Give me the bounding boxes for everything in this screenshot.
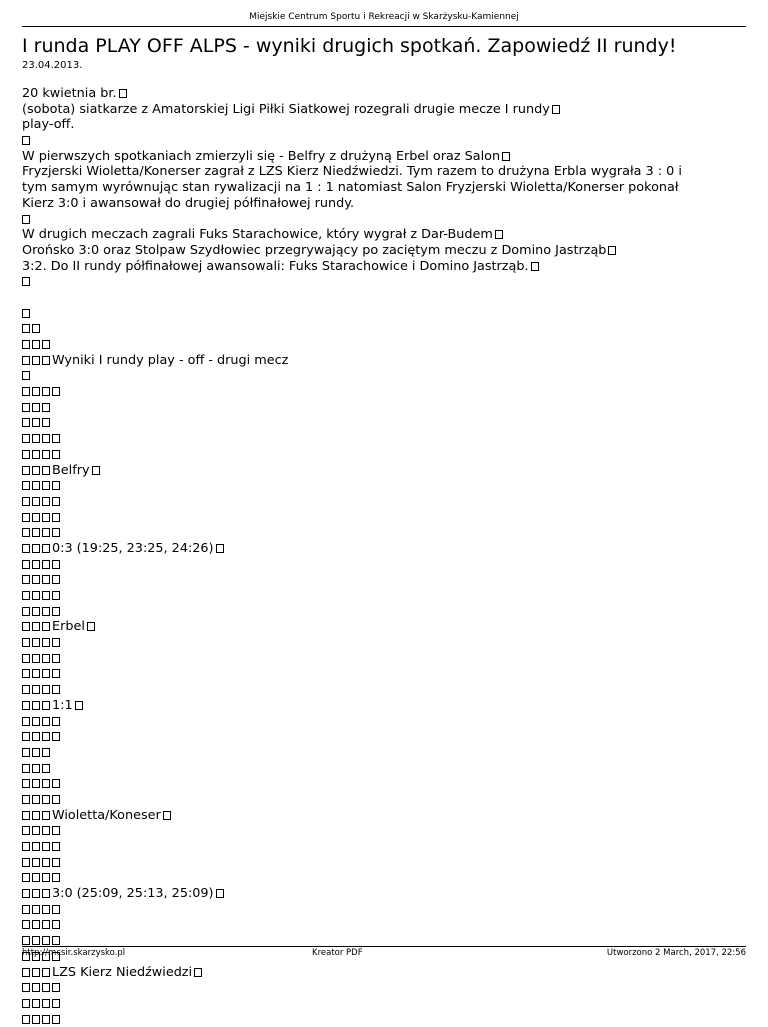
missing-glyph-icon — [22, 858, 30, 867]
missing-glyph-icon — [22, 968, 30, 977]
missing-glyph-icon — [52, 560, 60, 569]
result-text: 3:0 (25:09, 25:13, 25:09) — [52, 886, 214, 902]
missing-glyph-icon — [32, 669, 40, 678]
missing-glyph-icon — [32, 513, 40, 522]
missing-glyph-icon — [42, 826, 50, 835]
missing-glyph-icon — [22, 356, 30, 365]
missing-glyph-icon — [42, 669, 50, 678]
result-text: Wioletta/Koneser — [52, 807, 161, 823]
blank-glyph-line — [22, 870, 752, 886]
blank-glyph-line — [22, 714, 752, 730]
missing-glyph-icon — [42, 418, 50, 427]
missing-glyph-icon — [32, 936, 40, 945]
blank-glyph-line — [22, 682, 752, 698]
blank-glyph-line — [22, 510, 752, 526]
missing-glyph-icon — [42, 999, 50, 1008]
missing-glyph-icon — [22, 889, 30, 898]
missing-glyph-icon — [52, 779, 60, 788]
missing-glyph-icon — [608, 246, 616, 255]
blank-glyph-line — [22, 572, 752, 588]
missing-glyph-icon — [92, 466, 100, 475]
missing-glyph-icon — [32, 434, 40, 443]
blank-line — [22, 290, 752, 306]
paragraph-line — [22, 212, 752, 228]
missing-glyph-icon — [22, 936, 30, 945]
missing-glyph-icon — [42, 842, 50, 851]
result-line — [22, 698, 752, 714]
missing-glyph-icon — [32, 497, 40, 506]
missing-glyph-icon — [52, 497, 60, 506]
missing-glyph-icon — [42, 481, 50, 490]
missing-glyph-icon — [52, 669, 60, 678]
header-divider — [22, 26, 746, 27]
paragraph-line: W drugich meczach zagrali Fuks Starachowice, który wygrał z Dar-Budem — [22, 227, 752, 243]
missing-glyph-icon — [42, 387, 50, 396]
missing-glyph-icon — [22, 764, 30, 773]
missing-glyph-icon — [42, 591, 50, 600]
blank-glyph-line — [22, 792, 752, 808]
blank-glyph-line — [22, 400, 752, 416]
blank-glyph-line — [22, 1012, 752, 1027]
missing-glyph-icon — [22, 434, 30, 443]
missing-glyph-icon — [42, 873, 50, 882]
missing-glyph-icon — [42, 779, 50, 788]
paragraph-line: 20 kwietnia br. — [22, 86, 752, 102]
missing-glyph-icon — [22, 873, 30, 882]
missing-glyph-icon — [32, 999, 40, 1008]
result-text: Erbel — [52, 619, 85, 635]
missing-glyph-icon — [42, 622, 50, 631]
blank-glyph-line — [22, 557, 752, 573]
paragraph-line: Orońsko 3:0 oraz Stolpaw Szydłowiec przegrywający po zaciętym meczu z Domino Jastrząb — [22, 243, 752, 259]
missing-glyph-icon — [531, 262, 539, 271]
blank-glyph-line — [22, 666, 752, 682]
blank-glyph-line — [22, 823, 752, 839]
blank-glyph-line — [22, 902, 752, 918]
missing-glyph-icon — [32, 450, 40, 459]
missing-glyph-icon — [22, 669, 30, 678]
missing-glyph-icon — [32, 654, 40, 663]
missing-glyph-icon — [32, 920, 40, 929]
result-line — [22, 353, 752, 369]
missing-glyph-icon — [22, 340, 30, 349]
missing-glyph-icon — [22, 638, 30, 647]
missing-glyph-icon — [502, 152, 510, 161]
blank-glyph-line — [22, 917, 752, 933]
missing-glyph-icon — [52, 920, 60, 929]
missing-glyph-icon — [32, 795, 40, 804]
missing-glyph-icon — [32, 748, 40, 757]
missing-glyph-icon — [42, 701, 50, 710]
blank-glyph-line — [22, 494, 752, 510]
blank-glyph-line — [22, 761, 752, 777]
result-line — [22, 541, 752, 557]
missing-glyph-icon — [22, 371, 30, 380]
blank-glyph-line — [22, 996, 752, 1012]
blank-glyph-line — [22, 368, 752, 384]
missing-glyph-icon — [22, 999, 30, 1008]
results-table — [22, 306, 752, 1027]
missing-glyph-icon — [42, 450, 50, 459]
missing-glyph-icon — [52, 842, 60, 851]
paragraph-line: 3:2. Do II rundy półfinałowej awansowali: Fuks Starachowice i Domino Jastrząb. — [22, 259, 752, 275]
blank-glyph-line — [22, 525, 752, 541]
missing-glyph-icon — [32, 418, 40, 427]
missing-glyph-icon — [32, 842, 40, 851]
blank-glyph-line — [22, 839, 752, 855]
missing-glyph-icon — [42, 795, 50, 804]
missing-glyph-icon — [32, 858, 40, 867]
missing-glyph-icon — [52, 591, 60, 600]
result-text: 0:3 (19:25, 23:25, 24:26) — [52, 540, 214, 556]
missing-glyph-icon — [22, 826, 30, 835]
missing-glyph-icon — [52, 607, 60, 616]
missing-glyph-icon — [42, 1015, 50, 1024]
missing-glyph-icon — [32, 403, 40, 412]
footer-created: Utworzono 2 March, 2017, 22:56 — [606, 948, 746, 958]
missing-glyph-icon — [32, 701, 40, 710]
missing-glyph-icon — [22, 575, 30, 584]
missing-glyph-icon — [22, 560, 30, 569]
blank-glyph-line — [22, 855, 752, 871]
missing-glyph-icon — [22, 654, 30, 663]
blank-glyph-line — [22, 745, 752, 761]
missing-glyph-icon — [22, 591, 30, 600]
missing-glyph-icon — [216, 544, 224, 553]
missing-glyph-icon — [32, 528, 40, 537]
missing-glyph-icon — [42, 560, 50, 569]
missing-glyph-icon — [32, 591, 40, 600]
missing-glyph-icon — [32, 968, 40, 977]
missing-glyph-icon — [52, 654, 60, 663]
paragraph-line: Kierz 3:0 i awansował do drugiej półfinałowej rundy. — [22, 195, 355, 211]
missing-glyph-icon — [52, 717, 60, 726]
blank-glyph-line — [22, 431, 752, 447]
missing-glyph-icon — [32, 1015, 40, 1024]
article-body — [22, 86, 752, 1027]
missing-glyph-icon — [32, 340, 40, 349]
missing-glyph-icon — [22, 920, 30, 929]
missing-glyph-icon — [32, 905, 40, 914]
missing-glyph-icon — [52, 450, 60, 459]
missing-glyph-icon — [42, 764, 50, 773]
missing-glyph-icon — [22, 905, 30, 914]
missing-glyph-icon — [42, 607, 50, 616]
missing-glyph-icon — [22, 528, 30, 537]
missing-glyph-icon — [32, 607, 40, 616]
missing-glyph-icon — [52, 434, 60, 443]
paragraph-line — [22, 274, 752, 290]
missing-glyph-icon — [22, 418, 30, 427]
blank-glyph-line — [22, 337, 752, 353]
footer-creator: Kreator PDF — [312, 948, 363, 958]
missing-glyph-icon — [32, 685, 40, 694]
missing-glyph-icon — [22, 842, 30, 851]
missing-glyph-icon — [42, 748, 50, 757]
missing-glyph-icon — [22, 497, 30, 506]
missing-glyph-icon — [52, 873, 60, 882]
missing-glyph-icon — [22, 795, 30, 804]
blank-glyph-line — [22, 478, 752, 494]
result-line — [22, 886, 752, 902]
missing-glyph-icon — [22, 685, 30, 694]
blank-glyph-line — [22, 635, 752, 651]
blank-glyph-line — [22, 776, 752, 792]
missing-glyph-icon — [552, 105, 560, 114]
blank-glyph-line — [22, 651, 752, 667]
missing-glyph-icon — [22, 403, 30, 412]
missing-glyph-icon — [22, 748, 30, 757]
missing-glyph-icon — [22, 779, 30, 788]
missing-glyph-icon — [32, 638, 40, 647]
result-text: Wyniki I rundy play - off - drugi mecz — [52, 352, 289, 368]
article-title: I runda PLAY OFF ALPS - wyniki drugich spotkań. Zapowiedź II rundy! — [22, 35, 677, 57]
missing-glyph-icon — [22, 1015, 30, 1024]
missing-glyph-icon — [42, 811, 50, 820]
missing-glyph-icon — [42, 575, 50, 584]
footer-url: http://mcsir.skarzysko.pl — [22, 948, 126, 958]
missing-glyph-icon — [194, 968, 202, 977]
missing-glyph-icon — [22, 387, 30, 396]
missing-glyph-icon — [42, 889, 50, 898]
missing-glyph-icon — [32, 826, 40, 835]
paragraph-line: play-off. — [22, 117, 75, 133]
missing-glyph-icon — [52, 575, 60, 584]
missing-glyph-icon — [42, 638, 50, 647]
blank-glyph-line — [22, 604, 752, 620]
missing-glyph-icon — [32, 779, 40, 788]
paragraph-line — [22, 133, 752, 149]
missing-glyph-icon — [87, 622, 95, 631]
missing-glyph-icon — [42, 434, 50, 443]
missing-glyph-icon — [42, 466, 50, 475]
missing-glyph-icon — [22, 544, 30, 553]
missing-glyph-icon — [216, 889, 224, 898]
paragraph-line: Fryzjerski Wioletta/Konerser zagrał z LZS Kierz Niedźwiedzi. Tym razem to drużyna Erbla wygrała 3 : 0 i — [22, 164, 682, 180]
missing-glyph-icon — [42, 544, 50, 553]
missing-glyph-icon — [32, 764, 40, 773]
missing-glyph-icon — [22, 513, 30, 522]
missing-glyph-icon — [32, 544, 40, 553]
paragraph-line: (sobota) siatkarze z Amatorskiej Ligi Piłki Siatkowej rozegrali drugie mecze I rundy — [22, 102, 752, 118]
article-date: 23.04.2013. — [22, 60, 83, 71]
missing-glyph-icon — [32, 983, 40, 992]
missing-glyph-icon — [52, 1015, 60, 1024]
missing-glyph-icon — [52, 795, 60, 804]
missing-glyph-icon — [32, 811, 40, 820]
blank-glyph-line — [22, 447, 752, 463]
missing-glyph-icon — [22, 309, 30, 318]
missing-glyph-icon — [42, 497, 50, 506]
missing-glyph-icon — [42, 936, 50, 945]
missing-glyph-icon — [42, 717, 50, 726]
missing-glyph-icon — [22, 732, 30, 741]
missing-glyph-icon — [22, 136, 30, 145]
missing-glyph-icon — [52, 481, 60, 490]
missing-glyph-icon — [52, 983, 60, 992]
missing-glyph-icon — [22, 622, 30, 631]
missing-glyph-icon — [32, 356, 40, 365]
missing-glyph-icon — [22, 717, 30, 726]
missing-glyph-icon — [42, 685, 50, 694]
result-text: Belfry — [52, 462, 90, 478]
site-header: Miejskie Centrum Sportu i Rekreacji w Skarżysku-Kamiennej — [249, 12, 519, 22]
missing-glyph-icon — [163, 811, 171, 820]
missing-glyph-icon — [22, 983, 30, 992]
missing-glyph-icon — [22, 277, 30, 286]
missing-glyph-icon — [42, 654, 50, 663]
missing-glyph-icon — [32, 732, 40, 741]
missing-glyph-icon — [119, 89, 127, 98]
paragraph-line: W pierwszych spotkaniach zmierzyli się - Belfry z drużyną Erbel oraz Salon — [22, 149, 752, 165]
missing-glyph-icon — [22, 450, 30, 459]
blank-glyph-line — [22, 384, 752, 400]
missing-glyph-icon — [52, 528, 60, 537]
missing-glyph-icon — [22, 215, 30, 224]
result-line — [22, 463, 752, 479]
missing-glyph-icon — [42, 983, 50, 992]
missing-glyph-icon — [52, 513, 60, 522]
blank-glyph-line — [22, 306, 752, 322]
missing-glyph-icon — [32, 560, 40, 569]
result-text: LZS Kierz Niedźwiedzi — [52, 964, 193, 980]
missing-glyph-icon — [75, 701, 83, 710]
missing-glyph-icon — [52, 999, 60, 1008]
missing-glyph-icon — [52, 732, 60, 741]
missing-glyph-icon — [22, 811, 30, 820]
missing-glyph-icon — [32, 324, 40, 333]
missing-glyph-icon — [52, 685, 60, 694]
missing-glyph-icon — [42, 340, 50, 349]
result-line — [22, 808, 752, 824]
result-line — [22, 965, 752, 981]
missing-glyph-icon — [22, 466, 30, 475]
blank-glyph-line — [22, 729, 752, 745]
missing-glyph-icon — [32, 873, 40, 882]
missing-glyph-icon — [32, 889, 40, 898]
missing-glyph-icon — [32, 466, 40, 475]
missing-glyph-icon — [42, 858, 50, 867]
missing-glyph-icon — [42, 403, 50, 412]
missing-glyph-icon — [52, 936, 60, 945]
missing-glyph-icon — [32, 575, 40, 584]
missing-glyph-icon — [32, 481, 40, 490]
missing-glyph-icon — [42, 920, 50, 929]
missing-glyph-icon — [52, 638, 60, 647]
blank-glyph-line — [22, 415, 752, 431]
missing-glyph-icon — [22, 324, 30, 333]
missing-glyph-icon — [22, 701, 30, 710]
missing-glyph-icon — [42, 968, 50, 977]
missing-glyph-icon — [52, 905, 60, 914]
paragraph-line: tym samym wyrównując stan rywalizacji na 1 : 1 natomiast Salon Fryzjerski Wioletta/Konerser pokonał — [22, 180, 679, 196]
missing-glyph-icon — [32, 717, 40, 726]
result-line — [22, 619, 752, 635]
missing-glyph-icon — [22, 607, 30, 616]
missing-glyph-icon — [42, 732, 50, 741]
missing-glyph-icon — [42, 905, 50, 914]
missing-glyph-icon — [22, 481, 30, 490]
missing-glyph-icon — [52, 858, 60, 867]
blank-glyph-line — [22, 321, 752, 337]
missing-glyph-icon — [52, 826, 60, 835]
missing-glyph-icon — [495, 230, 503, 239]
footer-divider — [22, 946, 746, 947]
missing-glyph-icon — [52, 387, 60, 396]
result-text: 1:1 — [52, 697, 73, 713]
blank-glyph-line — [22, 588, 752, 604]
missing-glyph-icon — [42, 356, 50, 365]
missing-glyph-icon — [32, 622, 40, 631]
missing-glyph-icon — [42, 513, 50, 522]
missing-glyph-icon — [32, 387, 40, 396]
missing-glyph-icon — [42, 528, 50, 537]
